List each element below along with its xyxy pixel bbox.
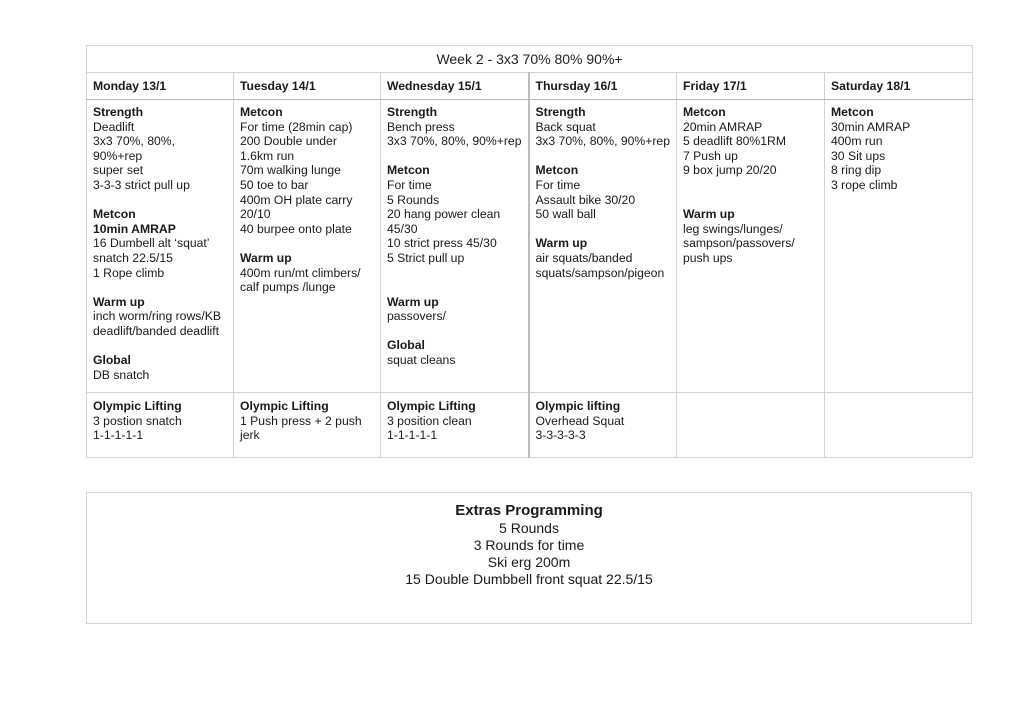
block-line: DB snatch <box>93 367 150 382</box>
olympic-lifting-row <box>87 393 973 458</box>
olympic-line: 1 Push press + 2 push <box>240 413 362 428</box>
block-line: For time (28min cap) <box>240 119 353 134</box>
block-line: For time <box>535 177 581 192</box>
block-title: Warm up <box>535 236 588 251</box>
block-title: Global <box>387 338 425 353</box>
block-line: 5 Strict pull up <box>387 250 465 265</box>
olympic-line: 3 postion snatch <box>93 413 182 428</box>
olympic-line: 3-3-3-3-3 <box>535 428 586 443</box>
block-line: 50 toe to bar <box>240 177 309 192</box>
block-title: Metcon <box>387 163 430 178</box>
block-line: passovers/ <box>387 309 446 324</box>
day-header-row <box>87 73 973 100</box>
day-header-friday: Friday 17/1 <box>677 73 825 100</box>
workout-block <box>683 207 818 265</box>
block-line: 70m walking lunge <box>240 163 341 178</box>
olympic-line: 1-1-1-1-1 <box>387 428 438 443</box>
workout-block <box>387 295 522 324</box>
block-line: leg swings/lunges/ <box>683 221 783 236</box>
workout-block <box>93 207 227 280</box>
olympic-title: Olympic Lifting <box>93 399 182 413</box>
workout-cell-saturday <box>825 100 973 393</box>
workout-cell-tuesday <box>234 100 381 393</box>
workout-block <box>387 338 522 367</box>
block-line: squats/sampson/pigeon <box>535 265 665 280</box>
block-line: 3x3 70%, 80%, 90%+rep <box>93 134 179 163</box>
workout-block <box>93 353 227 382</box>
block-line: 400m OH plate carry <box>240 192 353 207</box>
extras-line: Ski erg 200m <box>487 554 571 570</box>
block-line: sampson/passovers/ <box>683 236 795 251</box>
olympic-line: jerk <box>240 428 260 443</box>
day-header-wednesday: Wednesday 15/1 <box>381 73 529 100</box>
block-line: 3x3 70%, 80%, 90%+rep <box>535 134 670 149</box>
block-line: 30 Sit ups <box>831 148 886 163</box>
olympic-line: Overhead Squat <box>535 413 625 428</box>
workout-cell-monday <box>87 100 234 393</box>
olympic-cell-tuesday <box>234 393 381 458</box>
title-row <box>87 46 973 73</box>
workout-block <box>387 163 522 265</box>
block-title: Metcon <box>535 163 579 178</box>
block-line: 30min AMRAP <box>831 119 911 134</box>
workout-block <box>536 105 671 149</box>
block-title: Strength <box>387 105 438 119</box>
block-line: 10 strict press 45/30 <box>387 236 497 251</box>
block-line: 45/30 <box>387 221 418 236</box>
block-title: Warm up <box>240 250 292 265</box>
block-line: 3-3-3 strict pull up <box>93 177 190 192</box>
block-line: Back squat <box>535 119 596 134</box>
block-line: 16 Dumbell alt ‘squat’ <box>93 236 210 251</box>
block-line: 400m run <box>831 134 883 149</box>
workout-block <box>831 105 966 193</box>
olympic-title: Olympic Lifting <box>387 399 476 413</box>
block-line: air squats/banded <box>535 250 633 265</box>
extras-line: 15 Double Dumbbell front squat 22.5/15 <box>405 571 653 587</box>
extras-programming-box <box>86 492 972 624</box>
extras-line: 5 Rounds <box>499 520 559 536</box>
block-line: snatch 22.5/15 <box>93 250 173 265</box>
workout-cell-friday <box>677 100 825 393</box>
block-line: squat cleans <box>387 352 456 367</box>
extras-line: 3 Rounds for time <box>473 537 585 553</box>
block-line: 20 hang power clean <box>387 207 501 222</box>
block-line: 5 deadlift 80%1RM <box>683 134 786 149</box>
workout-block <box>387 105 522 149</box>
block-line: Bench press <box>387 119 455 134</box>
block-line: inch worm/ring rows/KB <box>93 309 222 324</box>
workout-block <box>93 105 227 193</box>
day-header-thursday: Thursday 16/1 <box>529 73 677 100</box>
weekly-program-table <box>86 45 973 458</box>
block-line: 200 Double under <box>240 134 337 149</box>
block-title: Strength <box>93 105 144 119</box>
block-line: 20min AMRAP <box>683 119 763 134</box>
olympic-cell-friday <box>677 393 825 458</box>
block-line: Deadlift <box>93 119 135 134</box>
workout-row <box>87 100 973 393</box>
block-line: 8 ring dip <box>831 163 882 178</box>
block-line: 20/10 <box>240 207 271 222</box>
extras-title: Extras Programming <box>455 502 603 519</box>
day-header-tuesday: Tuesday 14/1 <box>234 73 381 100</box>
block-title: Metcon <box>683 105 726 119</box>
block-title: Strength <box>535 105 586 119</box>
block-line: 40 burpee onto plate <box>240 221 352 236</box>
day-header-monday: Monday 13/1 <box>87 73 234 100</box>
block-line: deadlift/banded deadlift <box>93 323 220 338</box>
olympic-cell-saturday <box>825 393 973 458</box>
block-line: 5 Rounds <box>387 192 440 207</box>
block-line: 50 wall ball <box>535 207 596 222</box>
olympic-title: Olympic lifting <box>535 399 621 413</box>
olympic-cell-thursday <box>529 393 677 458</box>
olympic-cell-monday <box>87 393 234 458</box>
workout-block <box>683 105 818 178</box>
block-line: super set <box>93 163 144 178</box>
block-line: 7 Push up <box>683 148 738 163</box>
block-title: Warm up <box>683 206 735 221</box>
week-title: Week 2 - 3x3 70% 80% 90%+ <box>87 46 973 73</box>
block-line: 3x3 70%, 80%, 90%+rep <box>387 134 522 149</box>
workout-block <box>240 251 374 295</box>
block-line: 1 Rope climb <box>93 265 165 280</box>
block-line: 3 rope climb <box>831 177 898 192</box>
workout-block <box>536 163 671 221</box>
block-title: Metcon <box>93 207 136 222</box>
block-title: Metcon <box>831 105 874 119</box>
block-line: For time <box>387 177 432 192</box>
block-line: 400m run/mt climbers/ <box>240 265 361 280</box>
workout-block <box>536 236 671 280</box>
workout-block <box>240 105 374 236</box>
block-line: 10min AMRAP <box>93 221 176 236</box>
block-title: Warm up <box>387 294 439 309</box>
olympic-title: Olympic Lifting <box>240 399 329 413</box>
block-line: Assault bike 30/20 <box>535 192 636 207</box>
workout-cell-wednesday <box>381 100 529 393</box>
workout-block <box>93 295 227 339</box>
block-line: push ups <box>683 250 733 265</box>
olympic-line: 3 position clean <box>387 413 472 428</box>
block-title: Metcon <box>240 105 283 119</box>
olympic-line: 1-1-1-1-1 <box>93 428 144 443</box>
block-title: Warm up <box>93 294 145 309</box>
day-header-saturday: Saturday 18/1 <box>825 73 973 100</box>
block-line: 9 box jump 20/20 <box>683 163 777 178</box>
block-line: 1.6km run <box>240 148 295 163</box>
workout-cell-thursday <box>529 100 677 393</box>
block-line: calf pumps /lunge <box>240 280 336 295</box>
olympic-cell-wednesday <box>381 393 529 458</box>
block-title: Global <box>93 353 131 368</box>
